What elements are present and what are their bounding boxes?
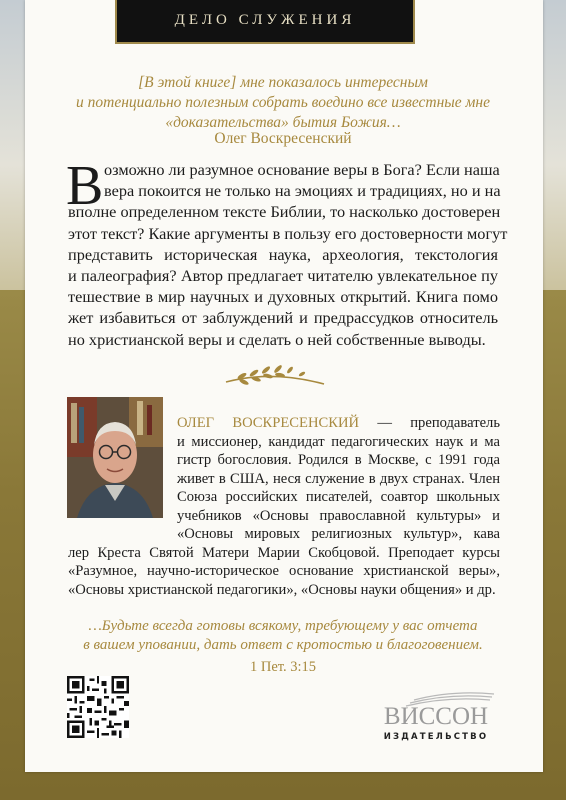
bottom-epigraph: [40, 617, 526, 655]
description-line: озможно ли разумное основание веры в Бога? Если наша: [104, 160, 500, 179]
description-line: представить историческая наука, археология, текстология: [68, 244, 498, 264]
author-bio-first: — преподаватель: [359, 415, 500, 431]
bottom-epigraph-line: …Будьте всегда готовы всякому, требующему у вас отчета: [88, 618, 478, 634]
top-epigraph-line: и потенциально полезным собрать воедино все известные мне: [76, 94, 490, 111]
author-bio-line: [68, 414, 500, 433]
description-line: вполне определенном тексте Библии, то насколько достоверен: [68, 202, 501, 222]
author-bio-line: Союза российских писателей, соавтор школьных: [177, 489, 500, 505]
description-line: вера покоится не только на эмоциях и традициях, но и на: [104, 181, 501, 201]
bottom-epigraph-line: в вашем уповании, дать ответ с кротостью и благоговением.: [83, 637, 483, 653]
author-name: ОЛЕГ ВОСКРЕСЕНСКИЙ: [177, 415, 360, 431]
author-bio-line: «Основы мировых религиозных культур», кава: [177, 526, 500, 542]
qr-code-icon: [67, 676, 129, 738]
drop-cap: В: [66, 155, 104, 217]
publisher-subtitle: ИЗДАТЕЛЬСТВО: [383, 732, 489, 742]
bottom-epigraph-reference: 1 Пет. 3:15: [249, 659, 317, 675]
top-epigraph-author: Олег Воскресенский: [214, 130, 352, 147]
author-bio-line: и миссионер, кандидат педагогических наук и ма: [177, 433, 500, 450]
description-line: этот текст? Какие аргументы в пользу его достоверности могут: [68, 223, 508, 243]
description-line: жет избавиться от заблуждений и предрассудков относитель: [68, 308, 498, 328]
description-line: но христианской веры и сделать о ней собственные выводы.: [68, 329, 486, 349]
author-bio-line: гистр богословия. Родился в Москве, с 1991 года: [177, 452, 500, 468]
author-bio-line: лер Креста Святой Матери Марии Скобцовой. Преподает курсы: [68, 544, 500, 561]
author-bio-line: «Разумное, научно-историческое основание христианской веры»,: [68, 563, 500, 579]
book-description: [66, 155, 508, 350]
description-line: тешествие в мир научных и духовных открытий. Книга помо: [68, 287, 498, 307]
author-bio-line: учебников «Основы православной культуры» и: [177, 507, 500, 524]
laurel-ornament-icon: [222, 360, 328, 392]
top-epigraph-line: [В этой книге] мне показалось интересным: [138, 74, 428, 91]
series-title: ДЕЛО СЛУЖЕНИЯ: [115, 0, 415, 44]
top-epigraph: [40, 73, 526, 133]
author-bio: [68, 414, 500, 599]
author-bio-line: «Основы христианской педагогики», «Основы науки общения» и др.: [68, 581, 496, 598]
description-line: и палеография? Автор предлагает читателю увлекательное пу: [68, 266, 498, 286]
publisher-name: ВИССОН: [383, 703, 489, 730]
top-epigraph-line: «доказательства» бытия Божия…: [165, 114, 401, 131]
author-bio-line: живет в США, неся служение в двух странах. Член: [177, 470, 500, 487]
